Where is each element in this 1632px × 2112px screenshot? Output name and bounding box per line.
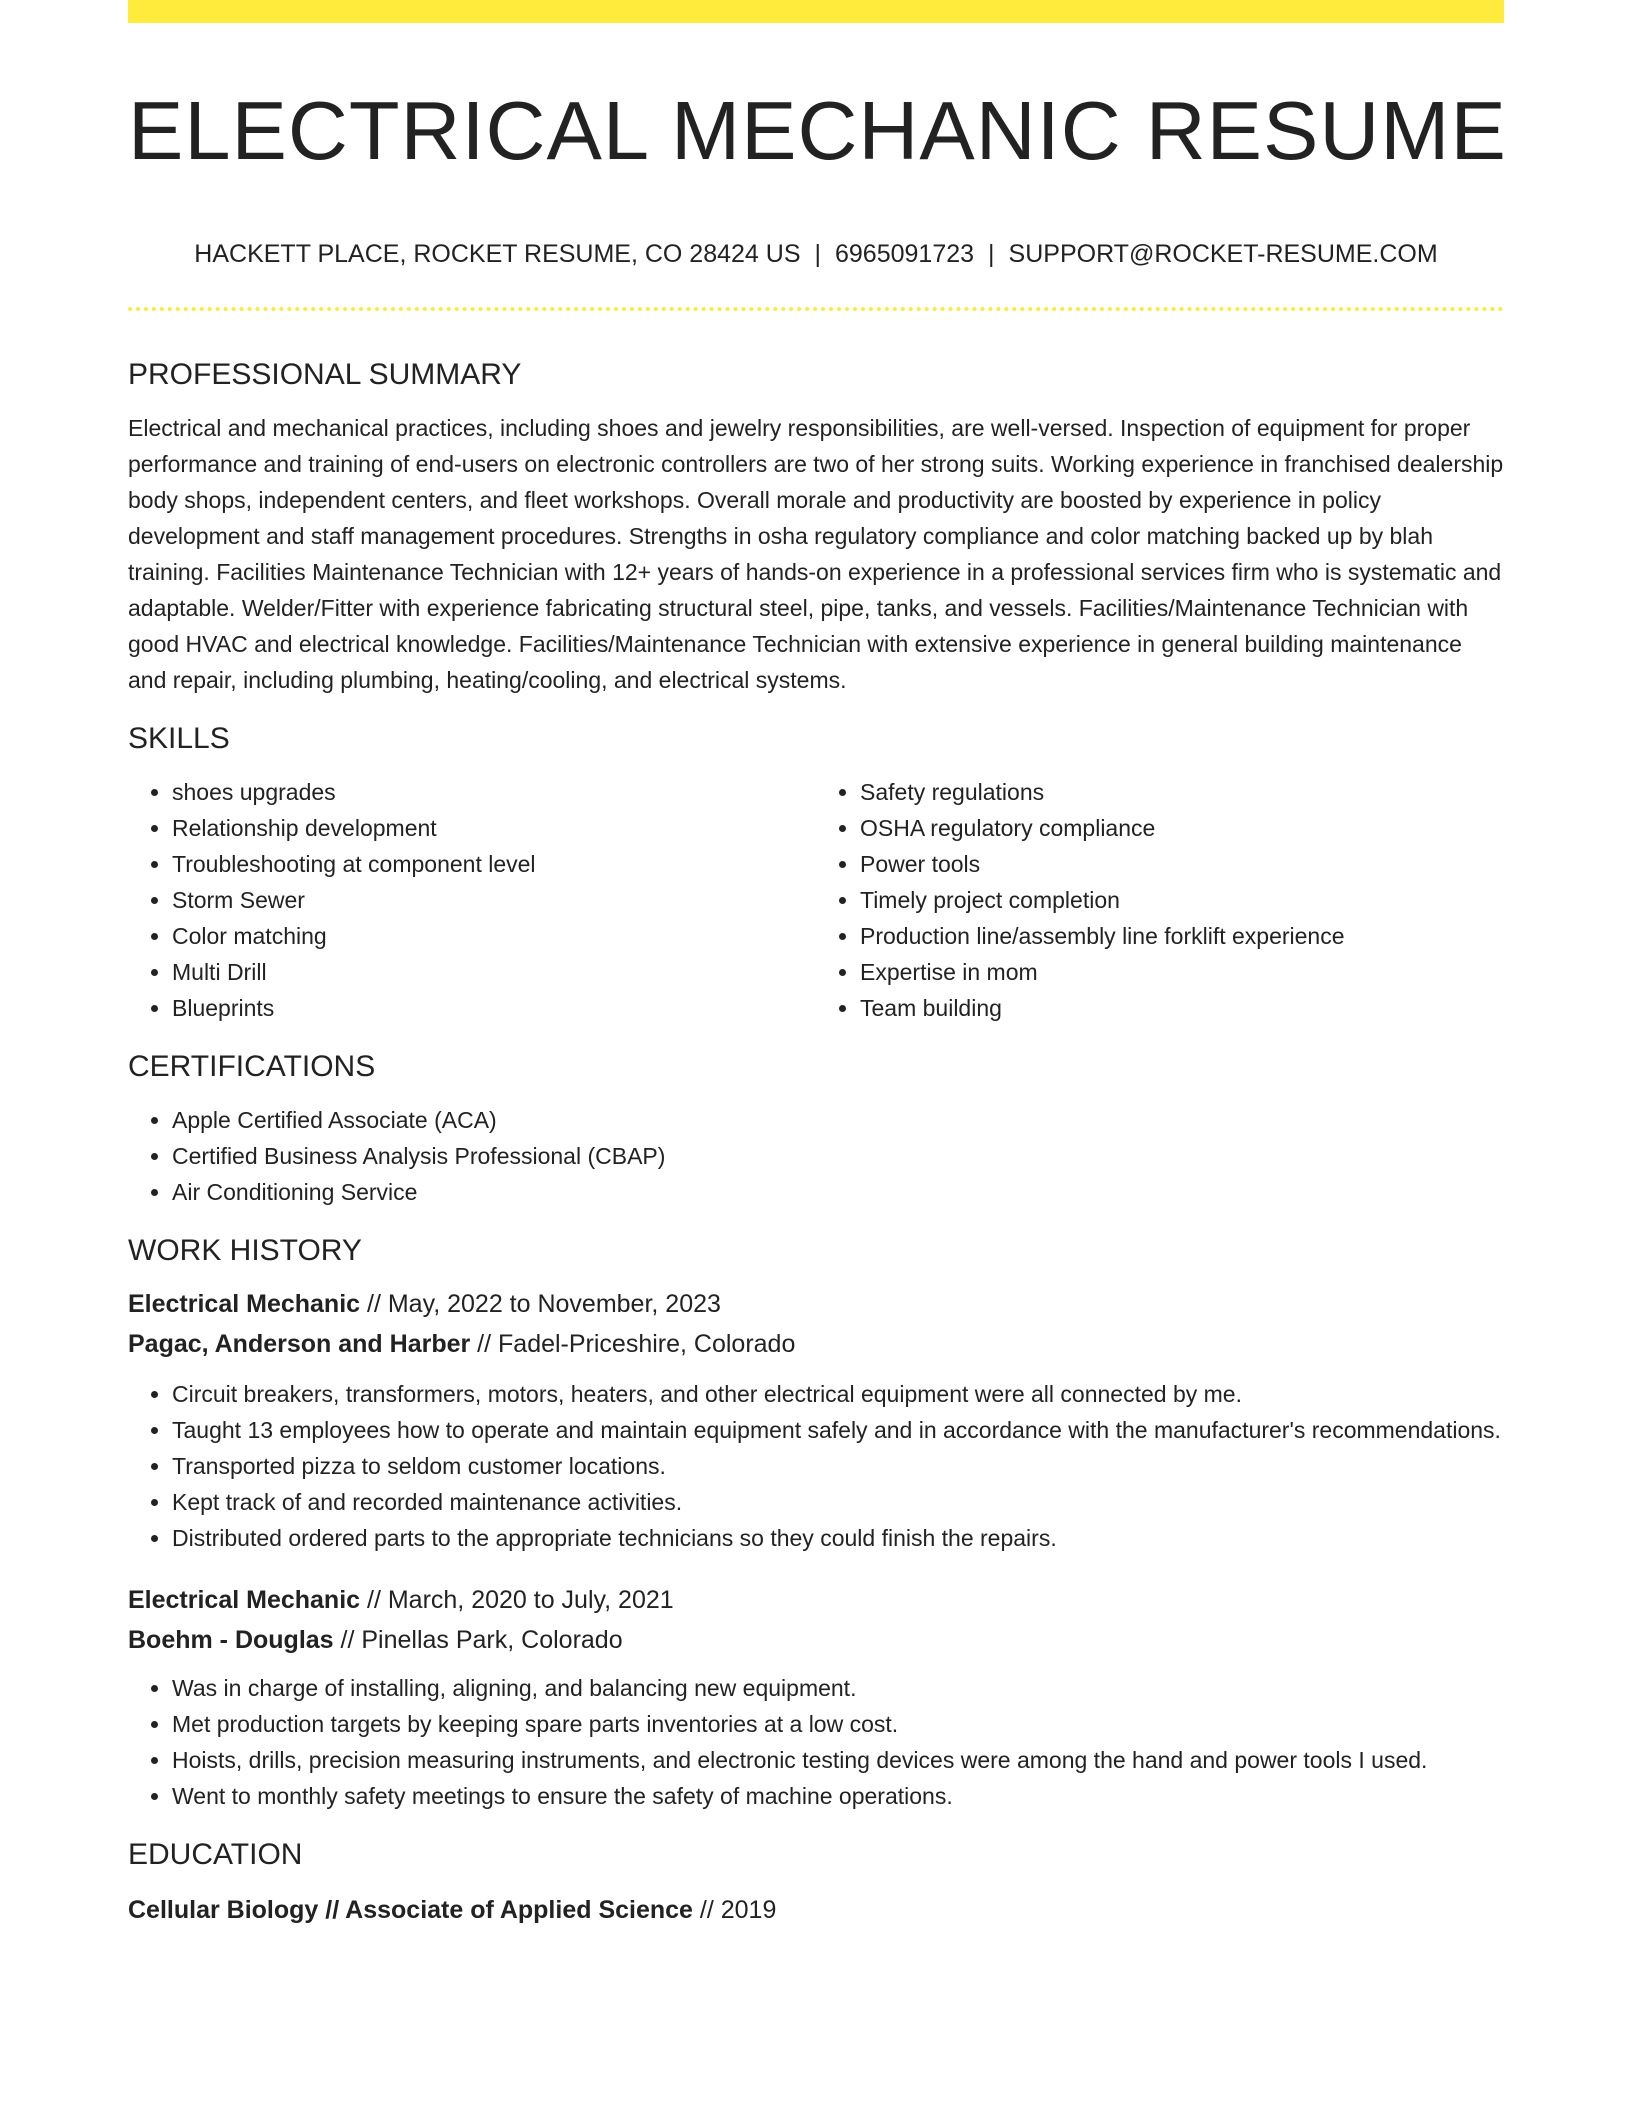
summary-text: Electrical and mechanical practices, including shoes and jewelry responsibilities, are well-versed. Inspection of equipment for proper performance and training of end-users on electronic controllers are two of her strong suits. Working experience in franchised dealership body shops, independent centers, and fleet workshops. Overall morale and productivity are boosted by experience in policy development and staff management procedures. Strengths in osha regulatory compliance and color matching backed up by blah training. Facilities Maintenance Technician with 12+ years of hands-on experience in a professional services firm who is systematic and adaptable. Welder/Fitter with experience fabricating structural steel, pipe, tanks, and vessels. Facilities/Maintenance Technician with good HVAC and electrical knowledge. Facilities/Maintenance Technician with extensive experience in general building maintenance and repair, including plumbing, heating/cooling, and electrical systems. — [128, 415, 1504, 693]
job-bullets — [128, 1376, 1504, 1556]
education-entry — [128, 1890, 1504, 1930]
job-dates: // March, 2020 to July, 2021 — [360, 1586, 674, 1614]
page-title: ELECTRICAL MECHANIC RESUME — [128, 84, 1507, 177]
contact-separator: | — [814, 240, 821, 268]
work-history-section — [128, 1226, 1504, 1814]
contact-phone: 6965091723 — [835, 240, 975, 268]
job-company: Boehm - Douglas — [128, 1626, 334, 1654]
education-heading: EDUCATION — [128, 1838, 303, 1871]
dotted-divider — [128, 307, 1504, 311]
list-item: • Power tools — [860, 846, 1504, 882]
list-item: • Met production targets by keeping spare parts inventories at a low cost. — [172, 1706, 1504, 1742]
list-item: • Was in charge of installing, aligning, and balancing new equipment. — [172, 1670, 1504, 1706]
list-item: • Taught 13 employees how to operate and maintain equipment safely and in accordance with the manufacturer's recommendations. — [172, 1412, 1504, 1448]
certifications-list — [128, 1102, 1504, 1210]
summary-section — [128, 350, 1504, 698]
summary-heading: PROFESSIONAL SUMMARY — [128, 358, 522, 391]
skills-section — [128, 714, 1504, 1026]
contact-address: HACKETT PLACE, ROCKET RESUME, CO 28424 US — [194, 240, 801, 268]
contact-separator: | — [988, 240, 995, 268]
list-item: • Air Conditioning Service — [172, 1174, 1504, 1210]
work-history-heading: WORK HISTORY — [128, 1234, 362, 1267]
job-title-line — [128, 1580, 1504, 1620]
list-item: • Production line/assembly line forklift experience — [860, 918, 1504, 954]
education-degree: Cellular Biology // Associate of Applied Science — [128, 1896, 693, 1924]
job-title: Electrical Mechanic — [128, 1586, 361, 1614]
list-item: • Timely project completion — [860, 882, 1504, 918]
list-item: • Apple Certified Associate (ACA) — [172, 1102, 1504, 1138]
job-dates: // May, 2022 to November, 2023 — [360, 1290, 721, 1318]
list-item: • OSHA regulatory compliance — [860, 810, 1504, 846]
top-accent-bar — [128, 0, 1504, 23]
list-item: • Certified Business Analysis Professional (CBAP) — [172, 1138, 1504, 1174]
job-bullets — [128, 1670, 1504, 1814]
list-item: • Transported pizza to seldom customer locations. — [172, 1448, 1504, 1484]
list-item: • Relationship development — [172, 810, 816, 846]
resume-content — [128, 350, 1504, 1930]
contact-email: SUPPORT@ROCKET-RESUME.COM — [1008, 240, 1438, 268]
education-section — [128, 1830, 1504, 1930]
job-company-line — [128, 1324, 1504, 1364]
list-item: • Went to monthly safety meetings to ensure the safety of machine operations. — [172, 1778, 1504, 1814]
job-title-line — [128, 1284, 1504, 1324]
list-item: • Kept track of and recorded maintenance activities. — [172, 1484, 1504, 1520]
contact-line — [128, 236, 1504, 272]
list-item: • Storm Sewer — [172, 882, 816, 918]
list-item: • Safety regulations — [860, 774, 1504, 810]
job-location: // Pinellas Park, Colorado — [333, 1626, 623, 1654]
certifications-heading: CERTIFICATIONS — [128, 1050, 376, 1083]
list-item: • Troubleshooting at component level — [172, 846, 816, 882]
list-item: • Hoists, drills, precision measuring instruments, and electronic testing devices were among the hand and power tools I used. — [172, 1742, 1504, 1778]
list-item: • Color matching — [172, 918, 816, 954]
list-item: • Blueprints — [172, 990, 816, 1026]
list-item: • Distributed ordered parts to the appropriate technicians so they could finish the repairs. — [172, 1520, 1504, 1556]
job-company-line — [128, 1620, 1504, 1660]
skills-list-right — [816, 774, 1504, 1026]
list-item: • Multi Drill — [172, 954, 816, 990]
skills-heading: SKILLS — [128, 722, 230, 755]
list-item: • Circuit breakers, transformers, motors, heaters, and other electrical equipment were all connected by me. — [172, 1376, 1504, 1412]
education-year: // 2019 — [692, 1896, 777, 1924]
list-item: • shoes upgrades — [172, 774, 816, 810]
job-title: Electrical Mechanic — [128, 1290, 361, 1318]
job-company: Pagac, Anderson and Harber — [128, 1330, 471, 1358]
job-entry — [128, 1580, 1504, 1814]
list-item: • Expertise in mom — [860, 954, 1504, 990]
job-location: // Fadel-Priceshire, Colorado — [470, 1330, 796, 1358]
certifications-section — [128, 1042, 1504, 1210]
skills-list-left — [128, 774, 816, 1026]
skills-columns — [128, 774, 1504, 1026]
list-item: • Team building — [860, 990, 1504, 1026]
job-entry — [128, 1284, 1504, 1556]
